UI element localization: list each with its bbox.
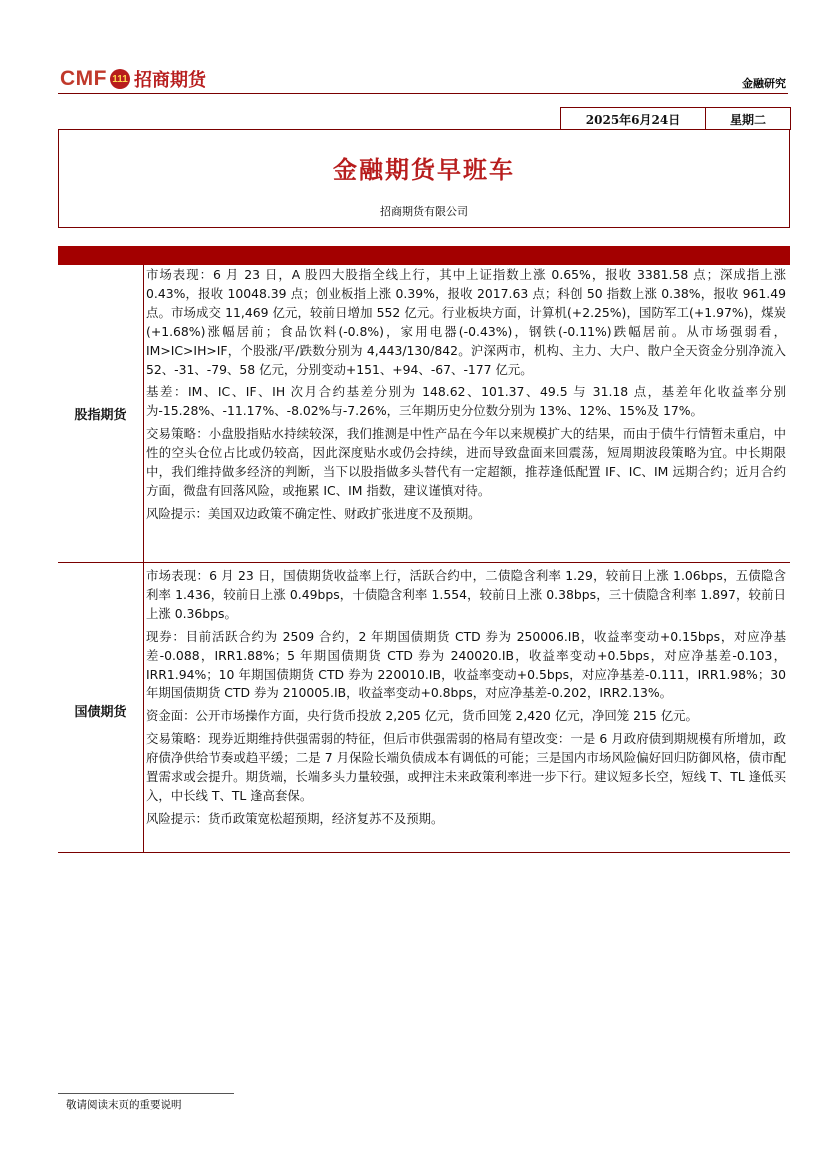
section-label-treasury: 国债期货 <box>74 705 127 720</box>
paragraph-market: 市场表现：6 月 23 日，A 股四大股指全线上行，其中上证指数上涨 0.65%，报收 3381.58 点；深成指上涨 0.43%，报收 10048.39 点；创业板指上涨 0.39%，报收 2017.63 点；科创 50 指数上涨 0.38%，报收 961.49 点。市场成交 11,469 亿元，较前日增加 552 亿元。行业板块方面，计算机(+2.25%)，国防军工(+1.97%)，煤炭(+1.68%)涨幅居前；食品饮料(-0.8%)，家用电器(-0.43%)，钢铁(-0.11%)跌幅居前。从市场强弱看，IM>IC>IH>IF，个股涨/平/跌数分别为 4,443/130/842。沪深两市，机构、主力、大户、散户全天资金分别净流入 52、-31、-79、58 亿元，分别变动+151、+94、-67、-177 亿元。 <box>146 267 786 377</box>
company-logo <box>60 66 206 92</box>
page-subtitle: 招商期货有限公司 <box>380 205 468 218</box>
paragraph-strategy: 交易策略：现券近期维持供强需弱的特征，但后市供强需弱的格局有望改变：一是 6 月政府债到期规模有所增加，政府债净供给节奏或趋平缓；二是 7 月保险长端负债成本有调低的可能；三是国内市场风险偏好回归防御风格，债市配置需求或会提升。期货端，长端多头力量较强，或押注未来政策利率进一步下行。建议短多长空，短线 T、TL 逢低买入，中长线 T、TL 逢高套保。 <box>146 731 786 803</box>
paragraph-risk: 风险提示：美国双边政策不确定性、财政扩张进度不及预期。 <box>146 505 481 521</box>
report-date: 2025年6月24日 <box>560 107 706 130</box>
footer-disclaimer: 敬请阅读末页的重要说明 <box>66 1099 182 1111</box>
stock-index-content <box>146 266 786 528</box>
column-divider <box>143 265 144 562</box>
section-label-stock-index: 股指期货 <box>74 408 127 423</box>
title-box <box>58 129 790 228</box>
report-type: 金融研究 <box>742 77 786 90</box>
company-name: 招商期货 <box>134 70 206 91</box>
logo-badge-icon: 111 <box>110 69 130 89</box>
paragraph-risk: 风险提示：货币政策宽松超预期，经济复苏不及预期。 <box>146 810 444 826</box>
column-divider <box>143 563 144 852</box>
report-weekday: 星期二 <box>705 107 791 130</box>
footer-divider <box>58 1093 234 1094</box>
section-header-bar <box>58 246 790 265</box>
paragraph-market: 市场表现：6 月 23 日，国债期货收益率上行，活跃合约中，二债隐含利率 1.29，较前日上涨 1.06bps，五债隐含利率 1.436，较前日上涨 0.49bps，十债隐含利率 1.554，较前日上涨 0.38bps，三十债隐含利率 1.897，较前日上涨 0.36bps。 <box>146 568 786 621</box>
paragraph-liquidity: 资金面：公开市场操作方面，央行货币投放 2,205 亿元，货币回笼 2,420 亿元，净回笼 215 亿元。 <box>146 708 698 724</box>
treasury-content <box>146 567 786 833</box>
paragraph-strategy: 交易策略：小盘股指贴水持续较深，我们推测是中性产品在今年以来规模扩大的结果，而由于债牛行情暂未重启，中性的空头仓位占比或仍较高，因此深度贴水或仍会持续，进而导致盘面来回震荡，短周期波段策略为宜。中长期限中，我们维持做多经济的判断，当下以股指做多头替代有一定超额，推荐逢低配置 IF、IC、IM 远期合约；近月合约方面，微盘有回落风险，或拖累 IC、IM 指数，建议谨慎对待。 <box>146 426 786 498</box>
paragraph-basis: 基差：IM、IC、IF、IH 次月合约基差分别为 148.62、101.37、49.5 与 31.18 点，基差年化收益率分别为-15.28%、-11.17%、-8.02%与-7.26%，三年期历史分位数分别为 13%、12%、15%及 17%。 <box>146 384 786 419</box>
page-title: 金融期货早班车 <box>333 155 515 184</box>
logo-text: CMF <box>60 67 107 90</box>
paragraph-bonds: 现券：目前活跃合约为 2509 合约，2 年期国债期货 CTD 券为 250006.IB，收益率变动+0.15bps，对应净基差-0.088，IRR1.88%；5 年期国债期货 CTD 券为 240020.IB，收益率变动+0.5bps，对应净基差-0.103，IRR1.94%；10 年期国债期货 CTD 券为 220010.IB，收益率变动+0.5bps，对应净基差-0.111，IRR1.98%；30 年期国债期货 CTD 券为 210005.IB，收益率变动+0.8bps，对应净基差-0.202，IRR2.13%。 <box>146 628 786 701</box>
header-divider <box>58 93 788 94</box>
